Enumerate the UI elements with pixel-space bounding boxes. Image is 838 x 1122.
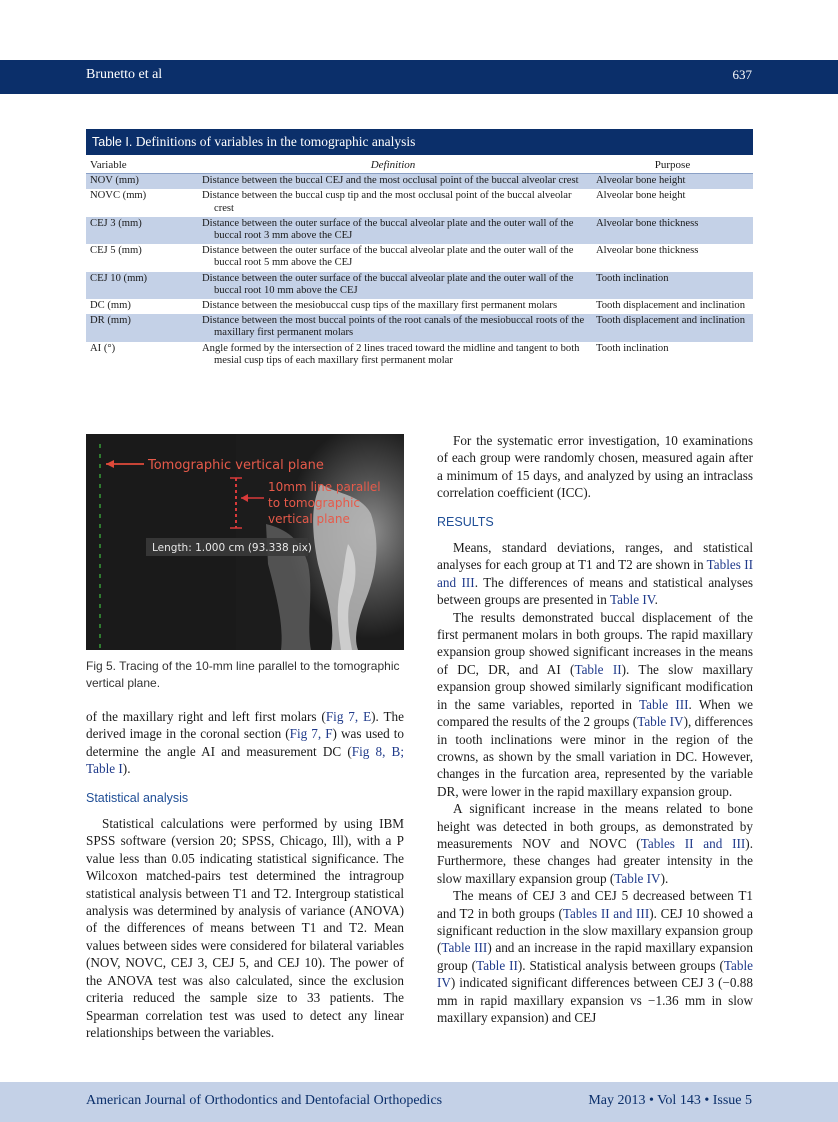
table-link[interactable]: Tables II and III [437, 557, 754, 590]
cell-purpose: Tooth inclination [596, 342, 669, 354]
cell-variable: NOVC (mm) [90, 190, 147, 202]
paragraph: The means of CEJ 3 and CEJ 5 decreased between T1 and T2 in both groups (Tables II and III). CEJ 10 showed a significant reduction in the slow maxillary expansion group (Table III) and an increase in the rapid maxillary expansion group (Table II). Statistical analysis between groups (Table IV) indicated significant differences between CEJ 3 (−0.88 mm in rapid maxillary expansion vs −1.36 mm in slow maxillary expansion) and CEJ [437, 888, 753, 1025]
table-caption [86, 129, 753, 155]
table-row [86, 299, 753, 314]
label-ten-mm-line-3: vertical plane [268, 512, 350, 526]
tomogram-image [86, 434, 404, 650]
table-header-row [86, 155, 753, 174]
cell-variable: AI (°) [90, 342, 116, 354]
figure-link[interactable]: Fig 7, E [325, 709, 372, 724]
table-row [86, 272, 753, 299]
table-row [86, 244, 753, 271]
left-column [86, 708, 404, 1041]
col-header-purpose: Purpose [592, 155, 753, 174]
cell-definition: Distance between the outer surface of the buccal alveolar plate and the outer wall of the buccal root 3 mm above the CEJ [194, 217, 592, 244]
cell-purpose: Tooth inclination [592, 272, 753, 299]
cell-definition: Distance between the outer surface of the buccal alveolar plate and the outer wall of the buccal root 5 mm above the CEJ [202, 245, 574, 269]
table-link[interactable]: Table IV [609, 592, 655, 608]
cell-definition: Distance between the mesiobuccal cusp tips of the maxillary first permanent molars [202, 300, 558, 312]
cell-purpose: Tooth displacement and inclination [596, 300, 746, 312]
figure-link[interactable]: Fig 8, B; Table I [86, 743, 404, 777]
table-row [86, 174, 753, 190]
cell-purpose: Alveolar bone height [592, 174, 753, 190]
cell-definition: Distance between the buccal CEJ and the most occlusal point of the buccal alveolar crest [194, 174, 592, 190]
cell-variable: CEJ 5 (mm) [90, 245, 142, 257]
length-readout: Length: 1.000 cm (93.338 pix) [152, 542, 312, 554]
cell-variable: CEJ 3 (mm) [86, 217, 194, 244]
cell-definition: Distance between the outer surface of the buccal alveolar plate and the outer wall of the buccal root 10 mm above the CEJ [194, 272, 592, 299]
label-ten-mm-line-1: 10mm line parallel [268, 480, 381, 494]
cell-purpose: Alveolar bone thickness [592, 217, 753, 244]
label-tomographic-plane: Tomographic vertical plane [148, 458, 324, 473]
table-link[interactable]: Table IV [614, 870, 661, 886]
paragraph: For the systematic error investigation, 10 examinations of each group were randomly chosen, measured again after a minimum of 15 days, and analyzed by using an intraclass correlation coefficient (ICC). [437, 433, 753, 501]
table-link[interactable]: Tables II and III [562, 905, 650, 921]
journal-name: American Journal of Orthodontics and Dentofacial Orthopedics [86, 1093, 443, 1108]
table-1 [86, 129, 753, 369]
definitions-table [86, 155, 753, 369]
figure-link[interactable]: Fig 7, F [289, 726, 333, 742]
table-link[interactable]: Table IV [437, 957, 753, 991]
cell-variable: DC (mm) [90, 300, 131, 312]
cell-definition: Distance between the buccal cusp tip and the most occlusal point of the buccal alveolar crest [202, 190, 572, 214]
cell-definition: Distance between the most buccal points of the root canals of the mesiobuccal roots of the maxillary first permanent molars [194, 314, 592, 341]
paragraph: The results demonstrated buccal displacement of the first permanent molars in both groups. The rapid maxillary expansion group showed significant increases in the means of DC, DR, and AI (Table II). The slow maxillary expansion group showed similarly significant modification in the same variables, reported in Table III. When we compared the results of the 2 groups (Table IV), differences in tooth inclinations were minor in the region of the crowns, as shown by the small variation in DC. However, changes in the furcation area, represented by the variable DR, were lower in the rapid maxillary expansion group. [437, 609, 753, 799]
figure-caption: Fig 5. Tracing of the 10-mm line parallel to the tomographic vertical plane. [86, 659, 400, 690]
paragraph: Means, standard deviations, ranges, and statistical analyses for each group at T1 and T2 are shown in Tables II and III. The differences of means and statistical analyses between groups are presented in Table IV. [437, 540, 754, 608]
table-row [86, 189, 753, 216]
table-row [86, 342, 753, 369]
paragraph: A significant increase in the means related to bone height was detected in both groups, as demonstrated by measurements NOV and NOVC (Tables II and III). Furthermore, these changes had greater intensity in the slow maxillary expansion group (Table IV). [437, 801, 753, 886]
cell-variable: DR (mm) [86, 314, 194, 341]
table-link[interactable]: Table II [574, 661, 622, 677]
cell-variable: CEJ 10 (mm) [86, 272, 194, 299]
issue-info: May 2013 • Vol 143 • Issue 5 [588, 1093, 752, 1108]
cell-purpose: Tooth displacement and inclination [592, 314, 753, 341]
table-link[interactable]: Tables II and III [640, 835, 746, 851]
section-heading-results: RESULTS [437, 514, 494, 529]
table-link[interactable]: Table III [638, 696, 689, 712]
table-title: Definitions of variables in the tomographic analysis [135, 134, 416, 149]
table-link[interactable]: Table III [441, 940, 488, 956]
label-ten-mm-line-2: to tomographic [268, 496, 360, 510]
cell-purpose: Alveolar bone height [596, 190, 686, 202]
running-header-authors: Brunetto et al [86, 67, 163, 82]
cell-variable: NOV (mm) [86, 174, 194, 190]
table-row [86, 217, 753, 244]
figure-5-tomogram [86, 434, 404, 650]
table-link[interactable]: Table IV [637, 714, 684, 730]
col-header-definition: Definition [194, 155, 592, 174]
table-label: Table I. [92, 135, 133, 149]
section-heading-statistical-analysis: Statistical analysis [86, 790, 189, 805]
running-footer [0, 1082, 838, 1122]
cell-definition: Angle formed by the intersection of 2 lines traced toward the midline and tangent to both mesial cusp tips of each maxillary first permanent molar [202, 342, 580, 366]
paragraph: of the maxillary right and left first molars (Fig 7, E). The derived image in the coronal section (Fig 7, F) was used to determine the angle AI and measurement DC (Fig 8, B; Table I). [86, 709, 405, 777]
right-column [437, 432, 753, 1026]
running-header [0, 60, 838, 94]
col-header-variable: Variable [86, 155, 194, 174]
cell-purpose: Alveolar bone thickness [596, 245, 699, 257]
paragraph: Statistical calculations were performed by using IBM SPSS software (version 20; SPSS, Chicago, Ill), with a P value less than 0.05 indicating statistical significance. The Wilcoxon matched-pairs test determined the intragroup statistical analysis between T1 and T2. Intergroup statistical analysis was determined by analysis of variance (ANOVA) of the differences of means between T1 and T2. Mean values between sides were considered for bilateral variables (NOV, NOVC, CEJ 3, CEJ 5, and CEJ 10). The power of the ANOVA test was also calculated, since the exclusion criteria reduced the sample size to 33 patients. The Spearman correlation test was used to detect any linear relationships between the variables. [86, 816, 404, 1040]
table-link[interactable]: Table II [476, 957, 518, 973]
page-number: 637 [732, 67, 752, 82]
table-row [86, 314, 753, 341]
